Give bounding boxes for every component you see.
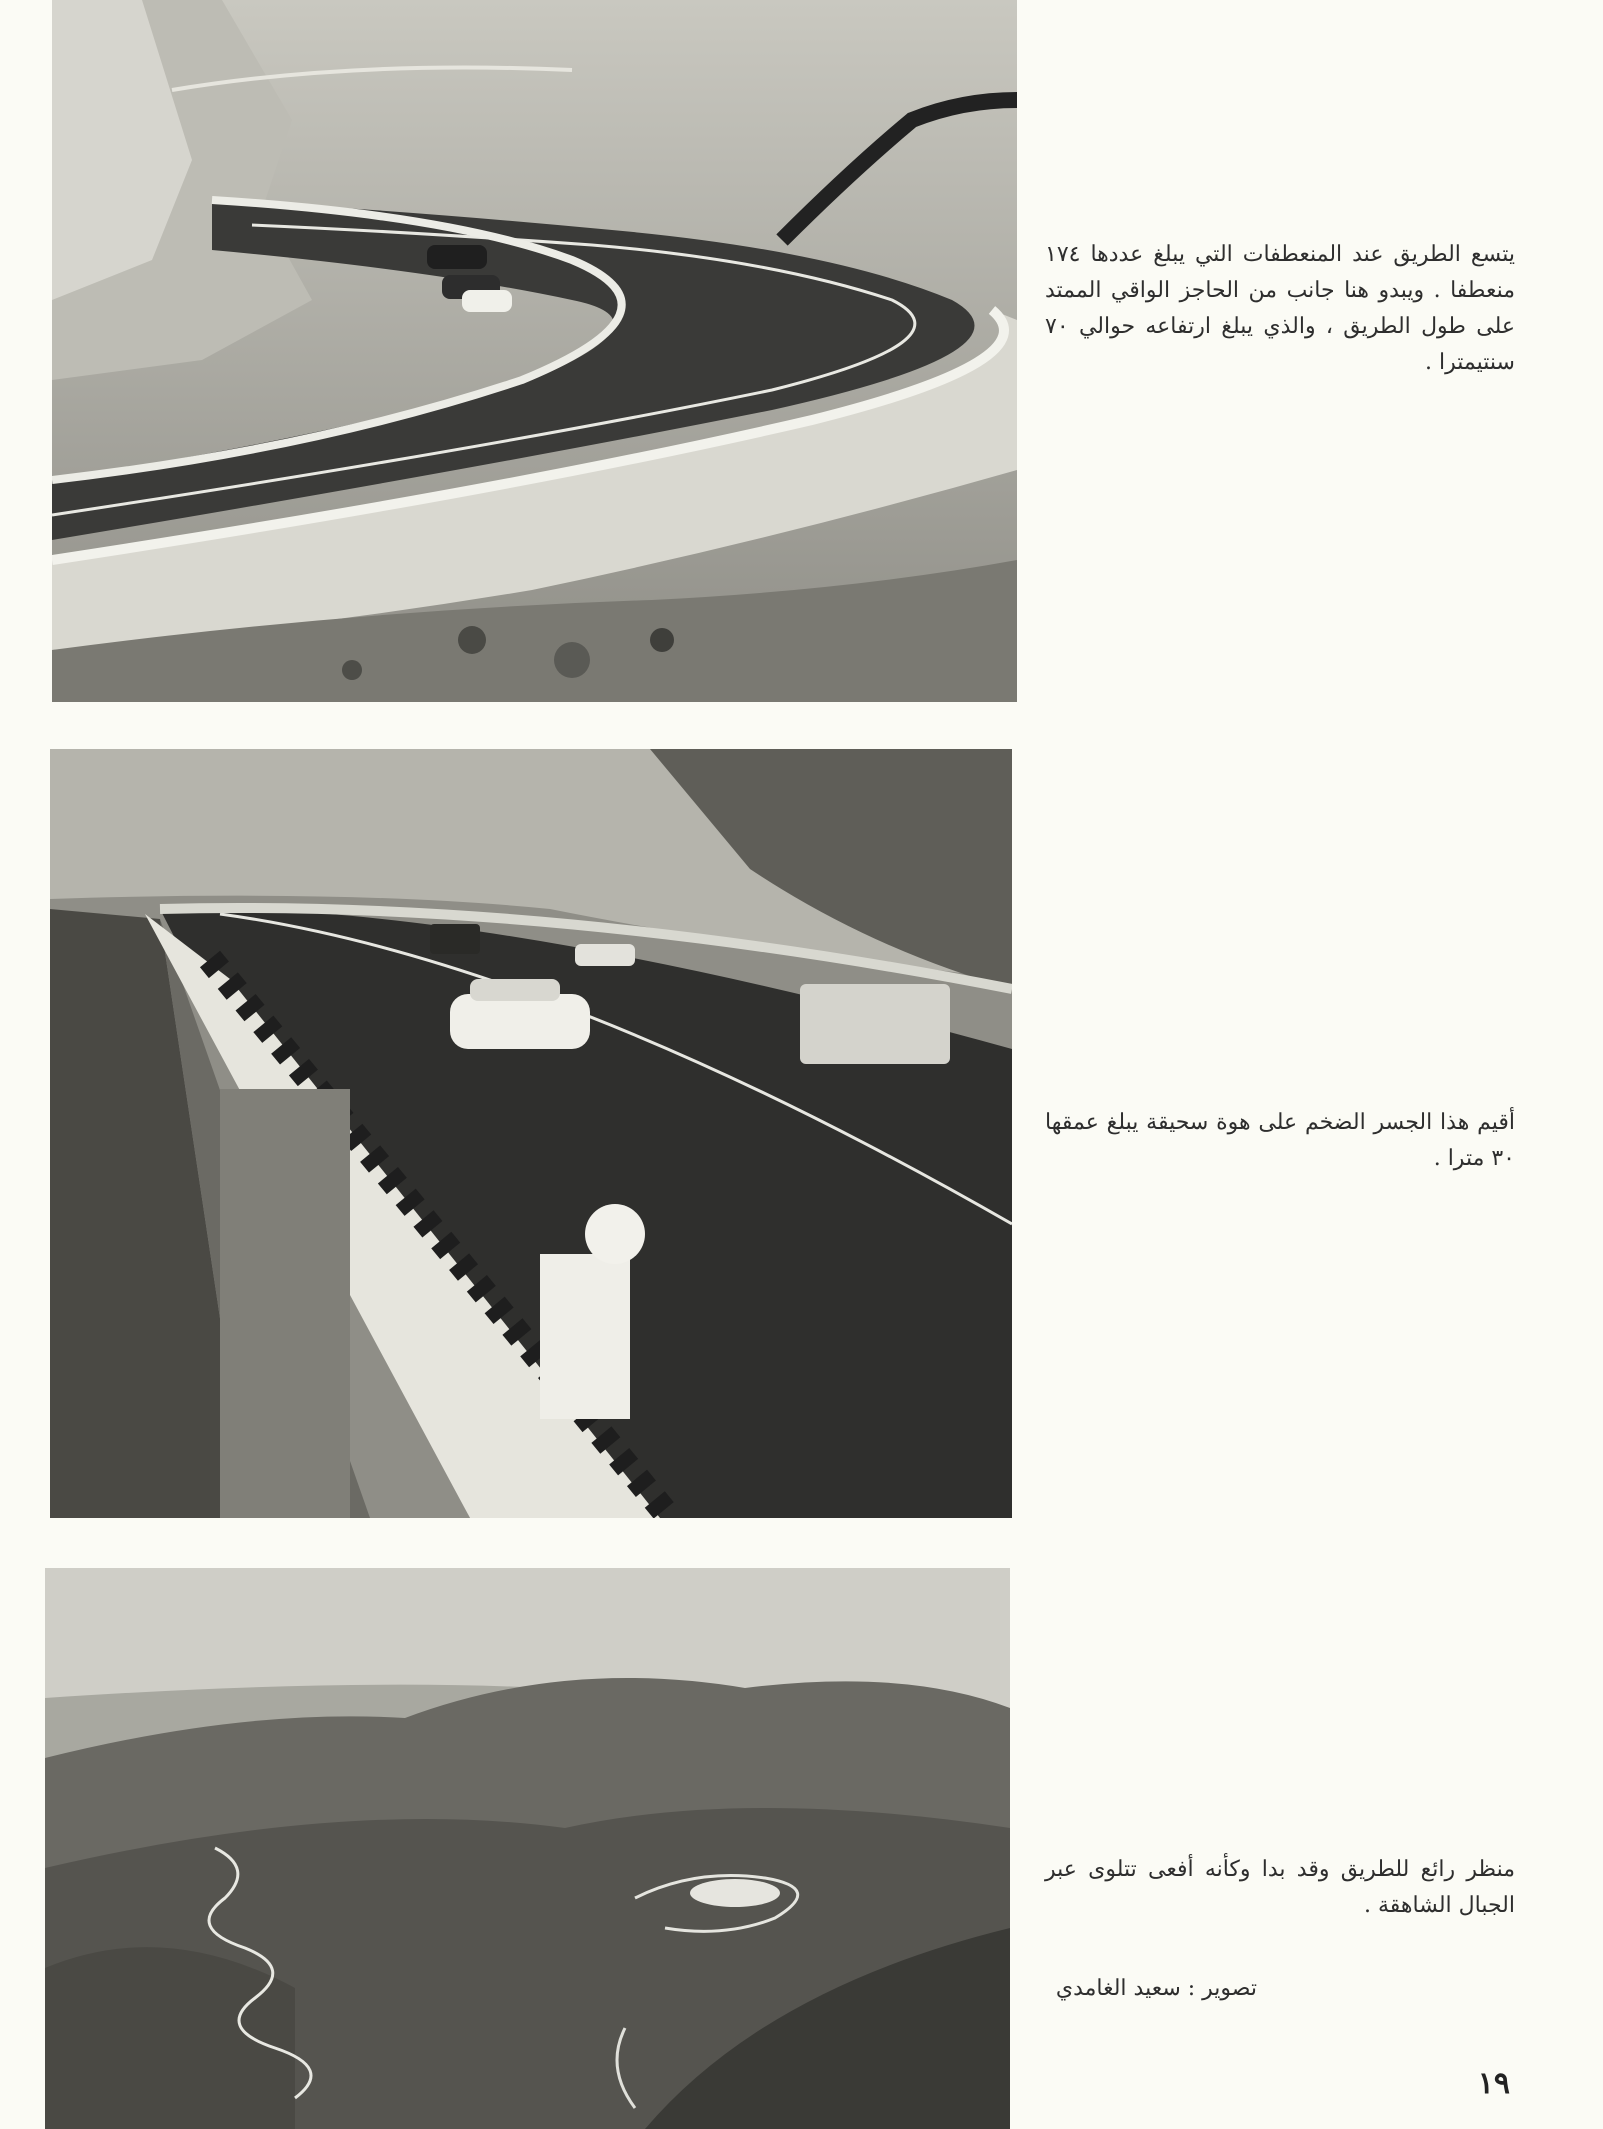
page-number: ١٩ [1477,2066,1510,2101]
caption-road-curves: يتسع الطريق عند المنعطفات التي يبلغ عددها ١٧٤ منعطفا . ويبدو هنا جانب من الحاجز الواقي الممتد على طول الطريق ، والذي يبلغ ارتفاعه حوالي ٧٠ سنتيمترا . [1045,242,1515,375]
bridge-photo-drawing [50,749,1012,1518]
caption-bridge: أقيم هذا الجسر الضخم على هوة سحيقة يبلغ عمقها ٣٠ مترا . [1045,1110,1515,1171]
caption-mountain-road: منظر رائع للطريق وقد بدا وكأنه أفعى تتلوى عبر الجبال الشاهقة . [1045,1857,1515,1918]
road-curve-photo [52,0,1017,702]
bridge-photo [50,749,1012,1518]
mountain-road-aerial-photo [45,1568,1010,2129]
mountain-road-aerial-drawing [45,1568,1010,2129]
photo-credit: تصوير : سعيد الغامدي [1055,1976,1257,2001]
road-curve-photo-drawing [52,0,1017,702]
